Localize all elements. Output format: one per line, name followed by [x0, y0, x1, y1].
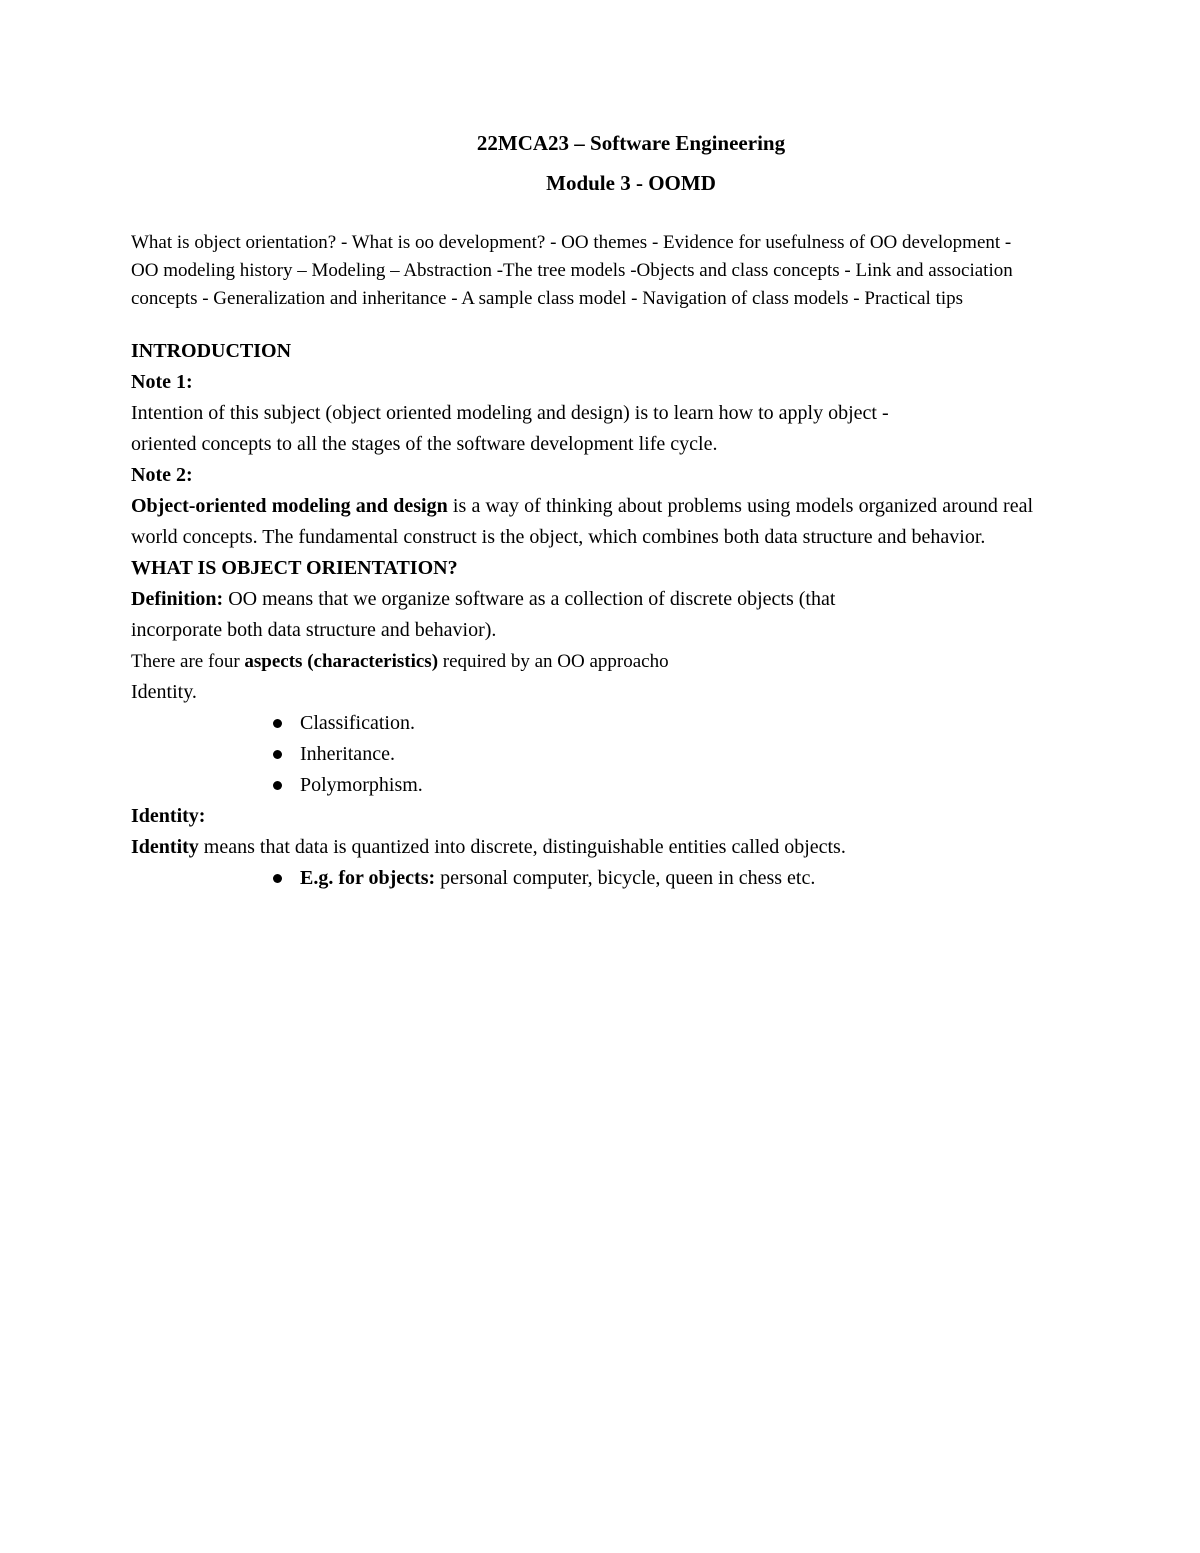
topics-line: What is object orientation? - What is oo development? - OO themes - Evidence for usefulness of OO development - — [131, 232, 1012, 253]
note2-paragraph — [131, 491, 1033, 553]
topics-line: OO modeling history – Modeling – Abstraction -The tree models -Objects and class concepts - Link and association — [131, 260, 1013, 281]
note1-label: Note 1: — [131, 371, 193, 393]
aspect-identity: Identity. — [131, 681, 197, 703]
aspect-label: Classification. — [300, 712, 415, 734]
note1-line: oriented concepts to all the stages of the software development life cycle. — [131, 433, 718, 455]
object-orientation-heading: WHAT IS OBJECT ORIENTATION? — [131, 557, 458, 579]
definition-label: Definition: — [131, 588, 224, 610]
bullet-icon — [273, 781, 282, 790]
identity-bold: Identity — [131, 836, 199, 858]
course-title: 22MCA23 – Software Engineering — [476, 131, 786, 155]
example-text: personal computer, bicycle, queen in chess etc. — [435, 867, 816, 889]
aspects-line — [131, 646, 1033, 677]
topics-line: concepts - Generalization and inheritance - A sample class model - Navigation of class models - Practical tips — [131, 288, 964, 309]
definition-line: incorporate both data structure and behavior). — [131, 619, 497, 641]
example-list — [131, 863, 1033, 894]
note2-text: is a way of thinking about problems using models organized around real world concepts. The fundamental construct is the object, which combines both data structure and behavior. — [131, 495, 1034, 548]
example-label: E.g. for objects: — [300, 867, 436, 889]
note1-line: Intention of this subject (object oriented modeling and design) is to learn how to apply object - — [131, 402, 889, 424]
list-item — [131, 739, 1033, 770]
aspects-pre: There are four — [131, 651, 245, 672]
list-item — [131, 863, 1033, 894]
note2-label: Note 2: — [131, 464, 193, 486]
bullet-icon — [273, 719, 282, 728]
bullet-icon — [273, 750, 282, 759]
identity-text: means that data is quantized into discrete, distinguishable entities called objects. — [198, 836, 846, 858]
aspects-list — [131, 708, 1033, 801]
topics-paragraph — [131, 229, 1161, 313]
aspects-bold: aspects (characteristics) — [244, 651, 439, 672]
module-title: Module 3 - OOMD — [546, 171, 716, 195]
list-item — [131, 770, 1033, 801]
aspects-post: required by an OO approacho — [438, 651, 669, 672]
definition-line — [131, 584, 1033, 615]
bullet-icon — [273, 874, 282, 883]
aspect-label: Polymorphism. — [300, 774, 423, 796]
list-item — [131, 708, 1033, 739]
document-body — [131, 336, 1033, 894]
note2-bold-term: Object-oriented modeling and design — [131, 495, 448, 517]
aspect-label: Inheritance. — [300, 743, 395, 765]
definition-text: OO means that we organize software as a collection of discrete objects (that — [223, 588, 836, 610]
introduction-heading: INTRODUCTION — [131, 340, 292, 362]
identity-line — [131, 832, 1033, 863]
identity-heading: Identity: — [131, 805, 206, 827]
